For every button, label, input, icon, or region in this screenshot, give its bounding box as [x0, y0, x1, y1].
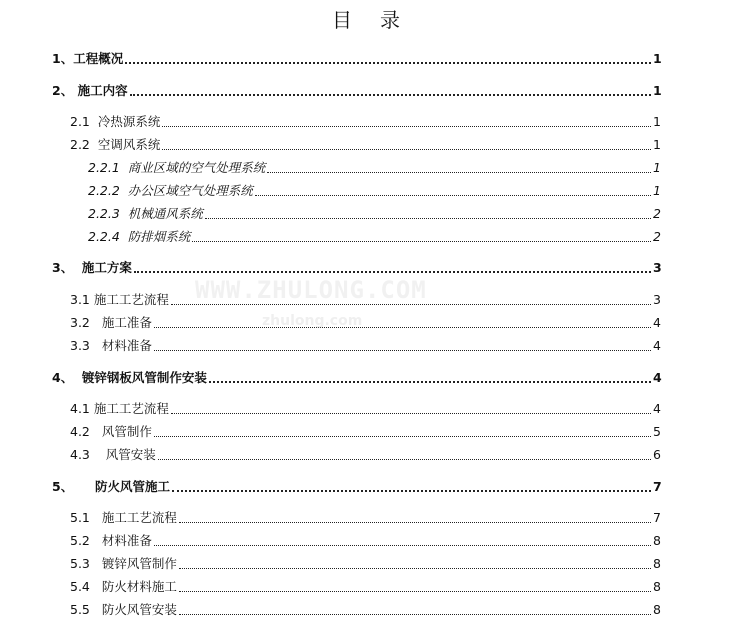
- toc-number: 2.2.1: [88, 160, 128, 175]
- dot-leader: [158, 459, 651, 460]
- dot-leader: [162, 149, 651, 150]
- toc-entry-3[interactable]: [52, 260, 661, 276]
- toc-entry-5[interactable]: [52, 479, 661, 495]
- dot-leader: [179, 591, 651, 592]
- toc-text: 施工准备: [101, 315, 152, 330]
- toc-number: 3、: [52, 260, 82, 275]
- toc-text: 防火风管安装: [101, 602, 177, 617]
- toc-text: 工程概况: [73, 51, 124, 66]
- dot-leader: [172, 490, 651, 492]
- toc-text: 施工方案: [81, 260, 132, 275]
- toc-text: 商业区域的空气处理系统: [127, 160, 266, 175]
- toc-entry-2[interactable]: [52, 83, 661, 99]
- toc-number: 3.2: [70, 315, 102, 330]
- toc-page: 7: [653, 510, 661, 525]
- toc-page: 4: [653, 370, 662, 385]
- dot-leader: [205, 218, 651, 219]
- dot-leader: [154, 545, 651, 546]
- toc-text: 办公区域空气处理系统: [127, 183, 253, 198]
- toc-number: 2、: [52, 83, 78, 98]
- toc-entry-5-2[interactable]: [70, 533, 661, 549]
- toc-text: 施工工艺流程: [93, 292, 169, 307]
- toc-text: 施工工艺流程: [101, 510, 177, 525]
- toc-page: 2: [653, 206, 661, 221]
- toc-text: 机械通风系统: [127, 206, 203, 221]
- toc-page: 8: [653, 579, 661, 594]
- toc-entry-2-1[interactable]: [70, 114, 661, 130]
- title-char: 录: [380, 8, 400, 32]
- watermark: WWW.ZHULONG.COM: [195, 276, 427, 304]
- toc-text: 材料准备: [101, 533, 152, 548]
- dot-leader: [154, 327, 651, 328]
- toc-entry-2-2-1[interactable]: [88, 160, 661, 176]
- toc-page: 1: [653, 160, 661, 175]
- toc-text: 防排烟系统: [127, 229, 191, 244]
- toc-entry-4-2[interactable]: [70, 424, 661, 440]
- watermark-small: zhulong.com: [262, 313, 363, 329]
- toc-page: 1: [653, 51, 662, 66]
- dot-leader: [154, 350, 651, 351]
- toc-page: 4: [653, 338, 661, 353]
- dot-leader: [209, 381, 651, 383]
- dot-leader: [171, 413, 651, 414]
- toc-number: 5.1: [70, 510, 102, 525]
- toc-number: 5.4: [70, 579, 102, 594]
- toc-page: 4: [653, 315, 661, 330]
- toc-entry-5-4[interactable]: [70, 579, 661, 595]
- dot-leader: [179, 522, 651, 523]
- toc-page: 8: [653, 602, 661, 617]
- toc-entry-4[interactable]: [52, 370, 661, 386]
- toc-text: 防火风管施工: [94, 479, 170, 494]
- toc-text: 风管制作: [101, 424, 152, 439]
- toc-page: 6: [653, 447, 661, 462]
- dot-leader: [179, 568, 651, 569]
- toc-number: 1、: [52, 51, 74, 66]
- dot-leader: [192, 241, 651, 242]
- toc-entry-3-1[interactable]: [70, 292, 661, 308]
- toc-entry-2-2[interactable]: [70, 137, 661, 153]
- toc-page: 4: [653, 401, 661, 416]
- toc-page: 1: [653, 114, 661, 129]
- toc-number: 5.5: [70, 602, 102, 617]
- toc-entry-5-3[interactable]: [70, 556, 661, 572]
- toc-number: 5.3: [70, 556, 102, 571]
- toc-text: 材料准备: [101, 338, 152, 353]
- dot-leader: [125, 62, 651, 64]
- dot-leader: [179, 614, 651, 615]
- toc-number: 4、: [52, 370, 82, 385]
- dot-leader: [130, 94, 651, 96]
- toc-page: 8: [653, 533, 661, 548]
- toc-text: 施工工艺流程: [93, 401, 169, 416]
- toc-number: 2.2.2: [88, 183, 128, 198]
- toc-entry-3-3[interactable]: [70, 338, 661, 354]
- toc-number: 4.1: [70, 401, 94, 416]
- toc-entry-5-5[interactable]: [70, 602, 661, 618]
- toc-number: 2.2.3: [88, 206, 128, 221]
- toc-number: 3.1: [70, 292, 94, 307]
- toc-number: 3.3: [70, 338, 102, 353]
- toc-entry-2-2-3[interactable]: [88, 206, 661, 222]
- toc-page: 3: [653, 260, 662, 275]
- toc-page: 8: [653, 556, 661, 571]
- toc-number: 5、: [52, 479, 95, 494]
- dot-leader: [171, 304, 651, 305]
- toc-text: 风管安装: [105, 447, 156, 462]
- toc-entry-5-1[interactable]: [70, 510, 661, 526]
- toc-entry-4-3[interactable]: [70, 447, 661, 463]
- dot-leader: [255, 195, 651, 196]
- title-char: 目: [332, 8, 352, 32]
- toc-number: 2.1: [70, 114, 98, 129]
- toc-entry-1[interactable]: [52, 51, 661, 67]
- toc-number: 4.3: [70, 447, 106, 462]
- toc-text: 防火材料施工: [101, 579, 177, 594]
- toc-page: 1: [653, 83, 662, 98]
- toc-page: 7: [653, 479, 662, 494]
- toc-entry-2-2-2[interactable]: [88, 183, 661, 199]
- toc-page: 2: [653, 229, 661, 244]
- toc-page: 1: [653, 183, 661, 198]
- toc-text: 施工内容: [77, 83, 128, 98]
- toc-page: 3: [653, 292, 661, 307]
- dot-leader: [267, 172, 651, 173]
- toc-entry-2-2-4[interactable]: [88, 229, 661, 245]
- dot-leader: [154, 436, 651, 437]
- toc-page: 5: [653, 424, 661, 439]
- toc-number: 4.2: [70, 424, 102, 439]
- toc-number: 2.2.4: [88, 229, 128, 244]
- toc-entry-3-2[interactable]: [70, 315, 661, 331]
- dot-leader: [134, 271, 651, 273]
- dot-leader: [162, 126, 651, 127]
- toc-text: 空调风系统: [97, 137, 161, 152]
- toc-page: 1: [653, 137, 661, 152]
- toc-text: 镀锌风管制作: [101, 556, 177, 571]
- toc-entry-4-1[interactable]: [70, 401, 661, 417]
- toc-number: 2.2: [70, 137, 98, 152]
- toc-text: 镀锌钢板风管制作安装: [81, 370, 207, 385]
- toc-text: 冷热源系统: [97, 114, 161, 129]
- toc-number: 5.2: [70, 533, 102, 548]
